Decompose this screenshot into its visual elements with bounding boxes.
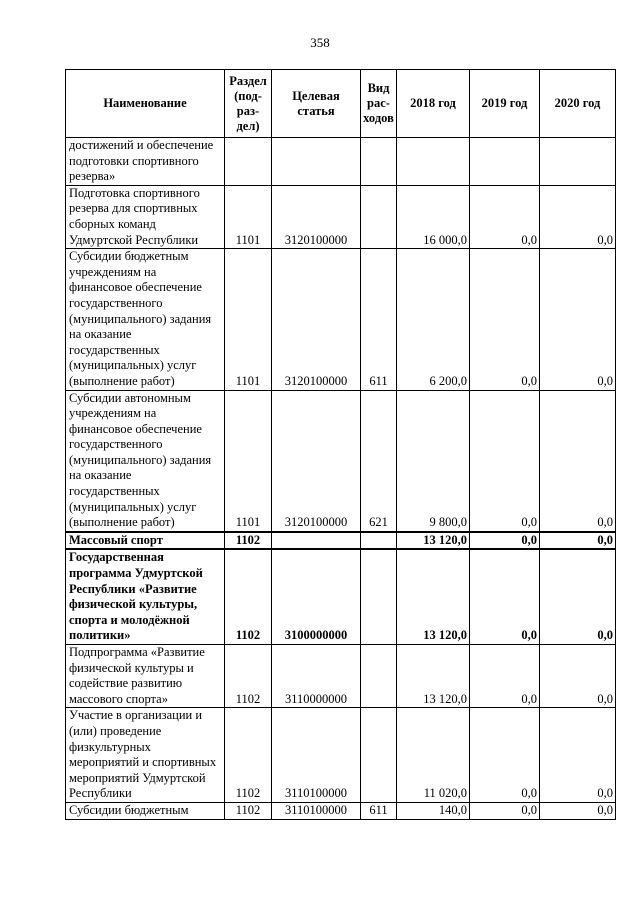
row-section: 1102 [225, 645, 272, 708]
row-2019: 0,0 [470, 185, 540, 248]
row-name: Субсидии автономным учреждениям на финансовое обеспечение государственного (муниципального) задания на оказание государственных (муниципальных) услуг (выполнение работ) [66, 390, 225, 532]
row-section: 1101 [225, 185, 272, 248]
header-name: Наименование [66, 70, 225, 138]
row-2020 [540, 138, 616, 186]
row-kind [361, 532, 397, 550]
row-target [272, 532, 361, 550]
row-kind: 611 [361, 802, 397, 819]
row-2018: 13 120,0 [397, 532, 470, 550]
row-2018: 11 020,0 [397, 708, 470, 803]
row-2018: 13 120,0 [397, 549, 470, 644]
row-section: 1101 [225, 390, 272, 532]
row-name: достижений и обеспечение подготовки спортивного резерва» [66, 138, 225, 186]
row-2018: 13 120,0 [397, 645, 470, 708]
row-target: 3110100000 [272, 802, 361, 819]
row-2019: 0,0 [470, 532, 540, 550]
row-target: 3110100000 [272, 708, 361, 803]
row-2020: 0,0 [540, 802, 616, 819]
row-2020: 0,0 [540, 390, 616, 532]
row-2020: 0,0 [540, 249, 616, 390]
row-kind: 621 [361, 390, 397, 532]
row-section: 1102 [225, 802, 272, 819]
row-section: 1101 [225, 249, 272, 390]
header-2018: 2018 год [397, 70, 470, 138]
table-row [66, 708, 616, 803]
row-target [272, 138, 361, 186]
table-row [66, 185, 616, 248]
row-section [225, 138, 272, 186]
row-target: 3100000000 [272, 549, 361, 644]
row-target: 3120100000 [272, 249, 361, 390]
row-target: 3110000000 [272, 645, 361, 708]
row-kind [361, 185, 397, 248]
row-section: 1102 [225, 549, 272, 644]
row-2019: 0,0 [470, 708, 540, 803]
table-row [66, 249, 616, 390]
row-name: Субсидии бюджетным учреждениям на финансовое обеспечение государственного (муниципального) задания на оказание государственных (муниципальных) услуг (выполнение работ) [66, 249, 225, 390]
row-2020: 0,0 [540, 708, 616, 803]
row-2019 [470, 138, 540, 186]
page-number: 358 [310, 35, 330, 50]
header-row [66, 70, 616, 138]
row-2019: 0,0 [470, 390, 540, 532]
table-row [66, 645, 616, 708]
row-2019: 0,0 [470, 249, 540, 390]
header-kind: Вид рас- ходов [361, 70, 397, 138]
row-kind [361, 549, 397, 644]
table-row [66, 549, 616, 644]
row-2018: 6 200,0 [397, 249, 470, 390]
header-2019: 2019 год [470, 70, 540, 138]
table-row [66, 138, 616, 186]
row-section: 1102 [225, 532, 272, 550]
row-name: Государственная программа Удмуртской Республики «Развитие физической культуры, спорта и молодёжной политики» [66, 549, 225, 644]
row-name: Субсидии бюджетным [66, 802, 225, 819]
budget-table [65, 69, 616, 820]
row-kind [361, 138, 397, 186]
row-target: 3120100000 [272, 390, 361, 532]
row-name: Подпрограмма «Развитие физической культуры и содействие развитию массового спорта» [66, 645, 225, 708]
header-2020: 2020 год [540, 70, 616, 138]
row-2019: 0,0 [470, 549, 540, 644]
row-name: Участие в организации и (или) проведение физкультурных мероприятий и спортивных мероприятий Удмуртской Республики [66, 708, 225, 803]
row-2018: 16 000,0 [397, 185, 470, 248]
row-2019: 0,0 [470, 645, 540, 708]
table-row [66, 390, 616, 532]
row-name: Массовый спорт [66, 532, 225, 550]
table-row [66, 532, 616, 550]
row-kind [361, 645, 397, 708]
row-2020: 0,0 [540, 185, 616, 248]
row-2018 [397, 138, 470, 186]
row-2020: 0,0 [540, 645, 616, 708]
row-2018: 140,0 [397, 802, 470, 819]
row-kind [361, 708, 397, 803]
row-section: 1102 [225, 708, 272, 803]
row-target: 3120100000 [272, 185, 361, 248]
header-section: Раздел (под- раз- дел) [225, 70, 272, 138]
row-2020: 0,0 [540, 532, 616, 550]
row-2018: 9 800,0 [397, 390, 470, 532]
row-2019: 0,0 [470, 802, 540, 819]
row-name: Подготовка спортивного резерва для спортивных сборных команд Удмуртской Республики [66, 185, 225, 248]
row-2020: 0,0 [540, 549, 616, 644]
row-kind: 611 [361, 249, 397, 390]
table-row [66, 802, 616, 819]
header-target: Целевая статья [272, 70, 361, 138]
